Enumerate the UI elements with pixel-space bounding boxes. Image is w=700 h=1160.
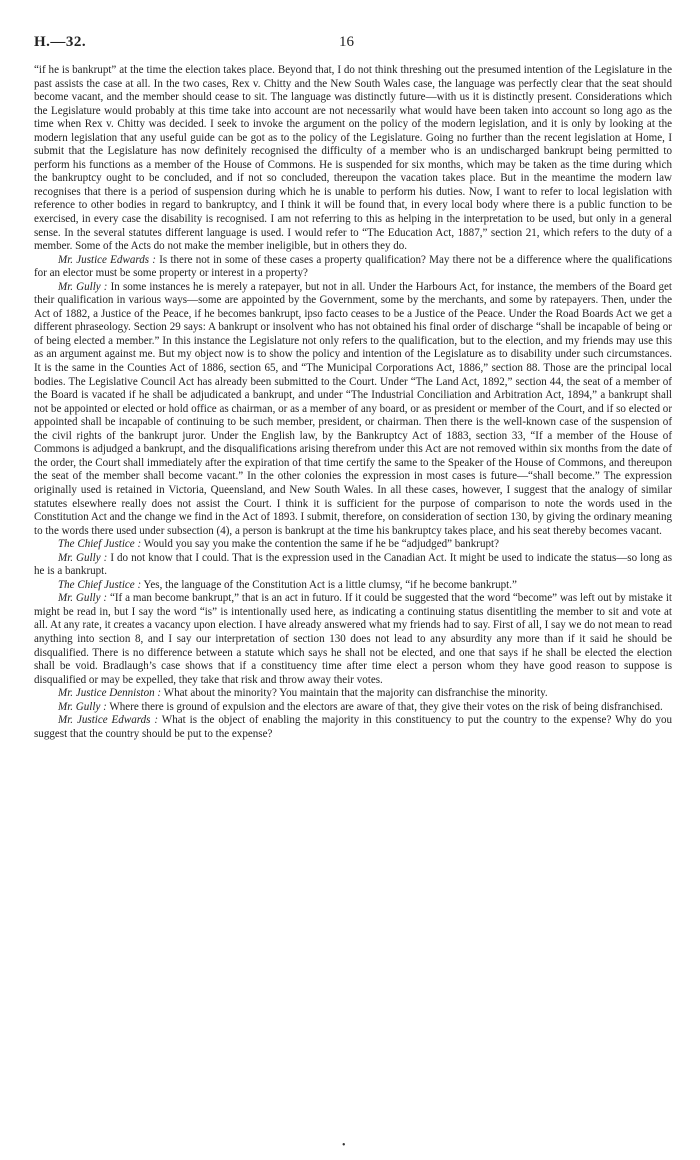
- transcript-body: [34, 64, 672, 741]
- speaker-name: Mr. Justice Edwards :: [58, 714, 159, 727]
- speaker-name: Mr. Gully :: [58, 592, 108, 605]
- page-number: 16: [339, 34, 354, 50]
- transcript-paragraph: [34, 579, 672, 593]
- transcript-paragraph: [34, 538, 672, 552]
- speaker-name: Mr. Gully :: [58, 551, 108, 564]
- paragraph-text: What is the object of enabling the majority in this constituency to put the country to the expense? Why do you suggest that the country should be put to the expense?: [34, 714, 673, 740]
- speaker-name: The Chief Justice :: [58, 578, 142, 591]
- transcript-paragraph: [34, 552, 672, 579]
- paragraph-text: What about the minority? You maintain that the majority can disfranchise the minority.: [163, 687, 548, 700]
- paragraph-text: Is there not in some of these cases a property qualification? May there not be a difference where the qualifications for an elector must be some property or interest in a property?: [34, 253, 673, 280]
- paragraph-text: I do not know that I could. That is the expression used in the Canadian Act. It might be used to indicate the status—so long as he is a bankrupt.: [34, 551, 672, 578]
- speaker-name: Mr. Gully :: [58, 700, 107, 713]
- speaker-name: Mr. Justice Denniston :: [58, 687, 162, 700]
- paragraph-text: Where there is ground of expulsion and the electors are aware of that, they give their votes on the risk of being disfranchised.: [109, 700, 663, 713]
- paragraph-text: In some instances he is merely a ratepayer, but not in all. Under the Harbours Act, for instance, the members of the Board get their qualification in various ways—some are appointed by the Government, some by the merchants, and some by ratepayers. Then, under the Act of 1882, a Justice of the Peace, if he becomes bankrupt, ipso facto ceases to be a Justice of the Peace. Under the Road Boards Act we get a different phraseology. Section 29 says: A bankrupt or insolvent who has not obtained his final order of discharge “shall be incapable of being or of being elected a member.” In this instance the Legislature not only refers to the qualification, but to the election, and my friends may use this as an argument against me. But my object now is to show the policy and intention of the Legislature as to disability under such circumstances. It is the same in the Counties Act of 1886, section 65, and “The Municipal Corporations Act, 1886,” section 88. Those are the principal local bodies. The Legislative Council Act has already been submitted to the Court. Under “The Land Act, 1892,” section 44, the seat of a member of the Board is vacated if he shall be adjudicated a bankrupt, and under “The Industrial Conciliation and Arbitration Act, 1894,” a bankrupt shall not be appointed or elected or hold office as chairman, or as a member of any board, or as president or member of the Court, and if so elected or appointed shall be incapable of continuing to be such member, president, or chairman. Then there is the well-known case of the suspension of the civil rights of the bankrupt juror. Under the English law, by the Bankruptcy Act of 1883, section 33, “If a member of the House of Commons is adjudged a bankrupt, and the disqualifications arising therefrom under this Act are not removed within six months from the date of the order, the Court shall immediately after the expiration of that time certify the same to the Speaker of the House of Commons, and thereupon the seat of the member shall become vacant.” In the other colonies the expression in most cases is future—“shall become.” The expression originally used is retained in Victoria, Queensland, and New South Wales. In all these cases, however, I suggest that the analogy of similar statutes elsewhere really does not assist the Court. I think it is sufficient for the purpose of comparison to note the words used in the Constitution Act and the change we find in the Act of 1893. I submit, therefore, on consideration of section 130, by giving the ordinary meaning to the words there used under subsection (4), a person is bankrupt at the time his bankruptcy takes place, and his seat thereby becomes vacant.: [34, 280, 672, 537]
- speaker-name: Mr. Justice Edwards :: [58, 253, 156, 266]
- paragraph-text: Yes, the language of the Constitution Act is a little clumsy, “if he become bankrupt.”: [143, 578, 517, 591]
- transcript-paragraph: [34, 592, 672, 687]
- paragraph-text: “If a man become bankrupt,” that is an act in futuro. If it could be suggested that the word “become” was left out by mistake it might be read in, but I say the word “is” is intentionally used here, as indicating a continuing status disentitling the member to sit and vote at all. At any rate, it creates a vacancy upon election. I have already answered what my friends had to say. First of all, I say we do not mean to read anything into section 8, and I say our interpretation of section 130 does not lead to any absurdity any more than if it said he should be disqualified. There is no difference between a statute which says he shall not be elected, and one that says if he shall be elected the election shall be void. Bradlaugh’s case shows that if a constituency time after time elect a person whom they have good reason to suppose is disqualified or may be expelled, they take that risk and throw away their votes.: [34, 592, 672, 686]
- paragraph-text: Would you say you make the contention the same if he be “adjudged” bankrupt?: [143, 538, 499, 551]
- transcript-paragraph: [34, 281, 672, 538]
- transcript-paragraph: [34, 714, 672, 741]
- transcript-paragraph: [34, 254, 672, 281]
- speaker-name: The Chief Justice :: [58, 538, 142, 551]
- footer-mark: •: [342, 1140, 346, 1151]
- speaker-name: Mr. Gully :: [58, 280, 108, 293]
- transcript-paragraph: [34, 687, 672, 701]
- page-header: [34, 34, 672, 64]
- paragraph-text: “if he is bankrupt” at the time the election takes place. Beyond that, I do not think threshing out the presumed intention of the Legislature in the past assists the case at all. In the two cases, Rex v. Chitty and the New South Wales case, the language was perfectly clear that the seat should become vacant, and the member should cease to sit. The language was distinctly future—with us it is distinctly present. Considerations which the Legislature would probably at this time take into account are not necessarily what would have been taken into account so long ago as the time when Rex v. Chitty was decided. I seek to invoke the argument on the policy of the modern legislation, and it is only by looking at the modern legislation that any useful guide can be got as to the policy of the Legislature. Going no further than the recent legislation at Home, I submit that the Legislature has now definitely recognised the difficulty of a member who is an undischarged bankrupt being permitted to perform his functions as a member of the House of Commons. He is suspended for six months, which may be taken as the time during which the bankruptcy ought to be concluded, and if not so concluded, thereupon the vacation takes place. But in the meantime the modern law recognises that there is a period of suspension during which he is unable to perform his duties. Now, I want to refer to local legislation with reference to other bodies in regard to bankruptcy, and I think it will be found that, in every local body where there is a public function to be exercised, in every case the disability is recognised. I am not referring to this as helping in the interpretation to be used, but only in a general sense. In the several statutes different language is used. I would refer to “The Education Act, 1887,” section 21, which refers to the duty of a member. Some of the Acts do not make the member ineligible, but in others they do.: [34, 64, 672, 253]
- transcript-paragraph: [34, 701, 672, 715]
- transcript-paragraph: [34, 64, 672, 254]
- document-reference: H.—32.: [34, 34, 87, 50]
